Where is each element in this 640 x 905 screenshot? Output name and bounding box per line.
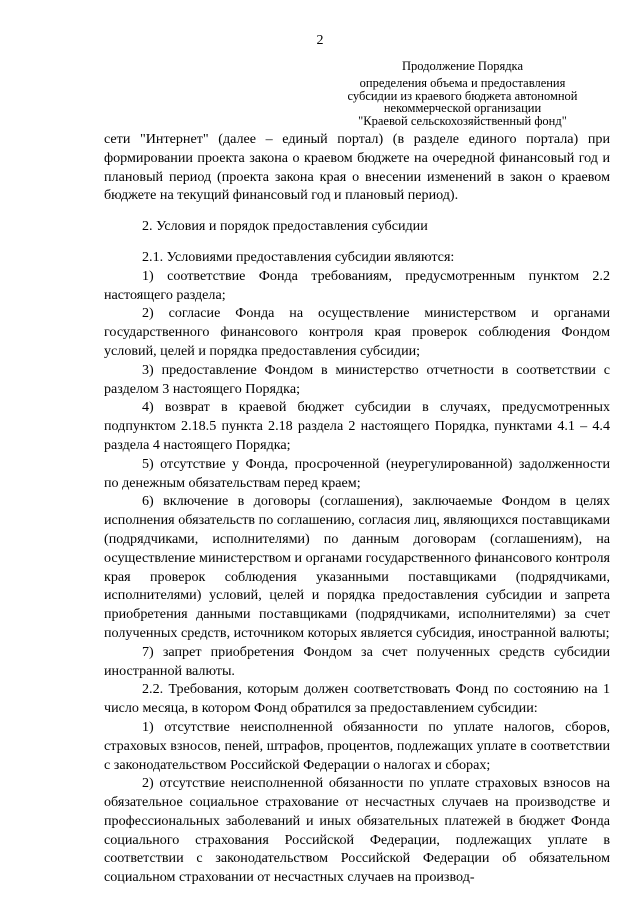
header-line: "Краевой сельскохозяйственный фонд" [358,113,567,128]
header-line: субсидии из краевого бюджета автономной [347,88,578,103]
requirement-item-1: 1) отсутствие неисполненной обязанности по уплате налогов, сборов, страховых взносов, пеней, штрафов, процентов, подлежащих уплате в соответствии с законодательством Российской Федерации о налогах и сборах; [104,718,610,773]
document-body [104,130,610,887]
header-title: Продолжение Порядка [402,59,523,73]
document-header [330,60,595,127]
clause-2-1: 2.1. Условиями предоставления субсидии являются: [142,248,455,265]
condition-item-7: 7) запрет приобретения Фондом за счет полученных средств субсидии иностранной валюты. [104,643,610,679]
condition-item-4: 4) возврат в краевой бюджет субсидии в случаях, предусмотренных подпунктом 2.18.5 пункта 2.18 раздела 2 настоящего Порядка, пунктами 4.1 – 4.4 раздела 4 настоящего Порядка; [104,399,610,453]
condition-item-5: 5) отсутствие у Фонда, просроченной (неурегулированной) задолженности по денежным обязательствам перед краем; [104,455,610,491]
requirement-item-2: 2) отсутствие неисполненной обязанности по уплате страховых взносов на обязательное социальное страхование от несчастных случаев на производстве и профессиональных заболеваний и иных обязательных платежей в бюджет Фонда социального страхования Российской Федерации, подлежащих уплате в соответствии с законодательством Российской Федерации об обязательном социальном страховании от несчастных случаев на производ- [104,775,610,886]
header-line: определения объема и предоставления [359,76,566,91]
section-heading: 2. Условия и порядок предоставления субсидии [142,218,428,235]
header-line: некоммерческой организации [383,101,542,116]
condition-item-6: 6) включение в договоры (соглашения), заключаемые Фондом в целях исполнения обязательств по соглашению, согласия лиц, являющихся поставщиками (подрядчиками, исполнителями) по данным договорам (соглашениям), на осуществление министерством и органами государственного финансового контроля края проверок соблюдения указанными поставщиками (подрядчиками, исполнителями) условий, целей и порядка предоставления субсидии и запрета приобретения данными поставщиками (подрядчиками, исполнителями) за счет полученных средств, источником которых является субсидия, иностранной валюты; [104,493,610,641]
condition-item-1: 1) соответствие Фонда требованиям, предусмотренным пунктом 2.2 настоящего раздела; [104,267,610,303]
clause-2-2: 2.2. Требования, которым должен соответствовать Фонд по состоянию на 1 число месяца, в котором Фонд обратился за предоставлением субсидии: [104,681,610,717]
page-number: 2 [316,33,324,48]
condition-item-3: 3) предоставление Фондом в министерство отчетности в соответствии с разделом 3 настоящего Порядка; [104,361,610,397]
condition-item-2: 2) согласие Фонда на осуществление министерством и органами государственного финансового контроля края проверок соблюдения Фондом условий, целей и порядка предоставления субсидии; [104,305,610,359]
intro-paragraph: сети "Интернет" (далее – единый портал) (в разделе единого портала) при формировании проекта закона о краевом бюджете на очередной финансовый год и плановый период (проекта закона края о внесении изменений в закон о краевом бюджете на текущий финансовый год и плановый период). [104,131,610,204]
